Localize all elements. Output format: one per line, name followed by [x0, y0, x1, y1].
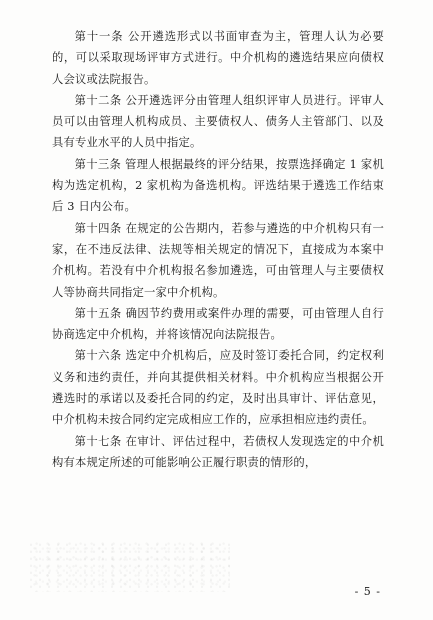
article-text: 公开遴选评分由管理人组织评审人员进行。评审人员可以由管理人机构成员、主要债权人、债务人主管部门、以及具有专业水平的人员中指定。 — [52, 93, 384, 150]
paragraph-article-12 — [52, 90, 384, 154]
paragraph-article-15 — [52, 303, 384, 346]
article-text: 在规定的公告期内，若参与遴选的中介机构只有一家，在不违反法律、法规等相关规定的情况下，直接成为本案中介机构。若没有中介机构报名参加遴选，可由管理人与主要债权人等协商共同指定一家中介机构。 — [52, 221, 384, 299]
paragraph-article-13 — [52, 154, 384, 218]
article-number: 第十三条 — [74, 157, 122, 171]
article-number: 第十七条 — [74, 434, 122, 448]
scan-noise-texture — [30, 542, 230, 592]
article-number: 第十五条 — [74, 306, 122, 320]
paragraph-article-14 — [52, 218, 384, 303]
article-number: 第十二条 — [74, 93, 122, 107]
article-text: 公开遴选形式以书面审查为主，管理人认为必要的，可以采取现场评审方式进行。中介机构的遴选结果应向债权人会议或法院报告。 — [52, 30, 385, 86]
page-number: - 5 - — [354, 585, 381, 598]
article-text: 管理人根据最终的评分结果，按票选择确定 1 家机构为选定机构，2 家机构为备选机构。评选结果于遴选工作结束后 3 日内公布。 — [52, 157, 385, 214]
article-number: 第十四条 — [74, 221, 122, 235]
paragraph-article-17 — [52, 431, 384, 474]
article-number: 第十一条 — [74, 30, 124, 43]
document-body — [52, 26, 384, 473]
paragraph-article-16 — [52, 345, 384, 430]
paragraph-article-11 — [52, 26, 384, 90]
article-number: 第十六条 — [74, 349, 122, 363]
article-text: 在审计、评估过程中，若债权人发现选定的中介机构有本规定所述的可能影响公正履行职责的情形的， — [52, 434, 384, 469]
article-text: 选定中介机构后，应及时签订委托合同，约定权利义务和违约责任，并向其提供相关材料。中介机构应当根据公开遴选时的承诺以及委托合同的约定，及时出具审计、评估意见，中介机构未按合同约定完成相应工作的，应承担相应违约责任。 — [52, 349, 384, 427]
article-text: 确因节约费用或案件办理的需要，可由管理人自行协商选定中介机构，并将该情况向法院报告。 — [52, 306, 384, 342]
